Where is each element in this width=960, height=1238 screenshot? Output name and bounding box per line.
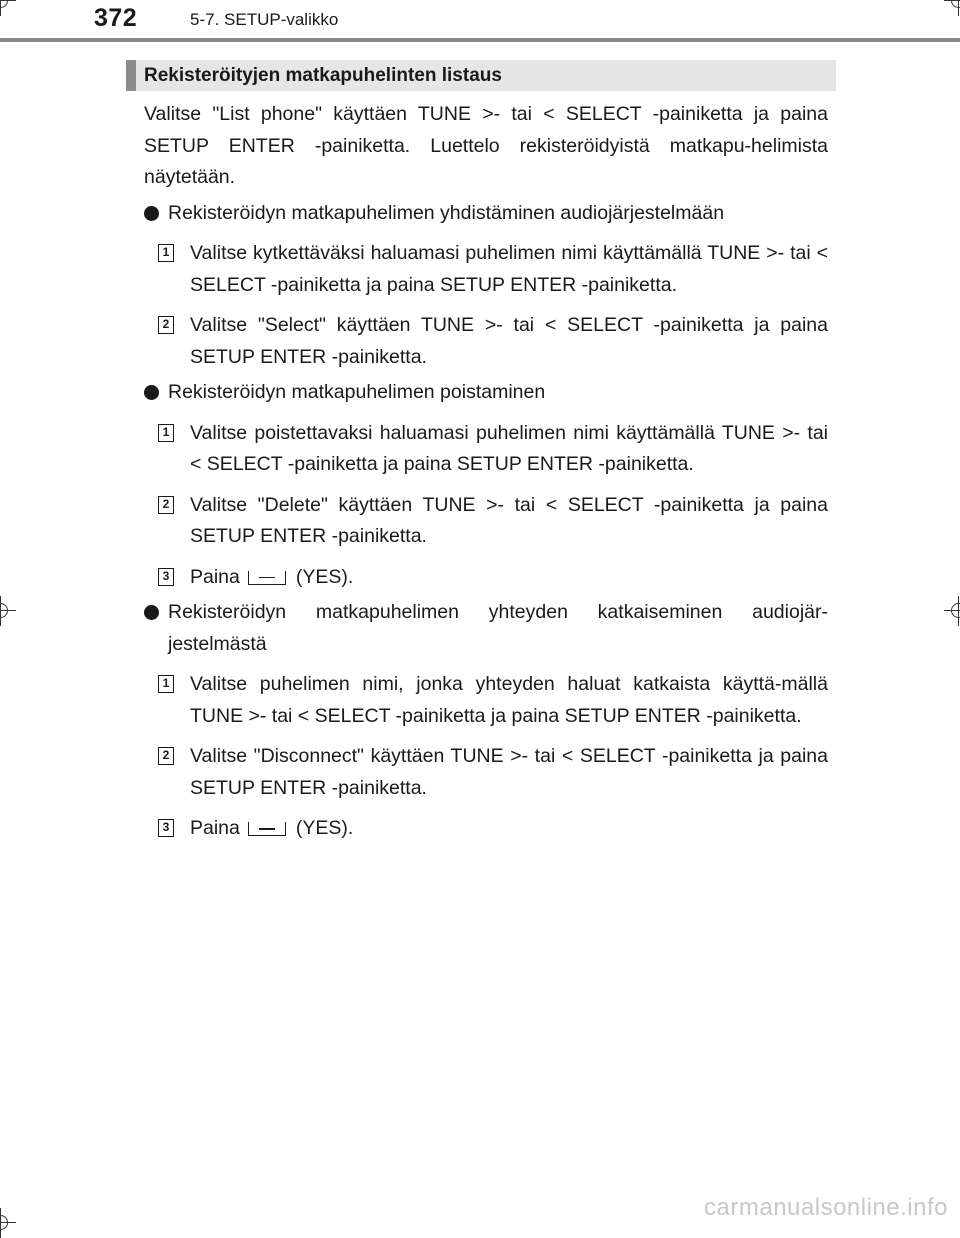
step-number: 2 (158, 747, 174, 765)
content (144, 99, 828, 845)
step-number: 3 (158, 568, 174, 586)
crop-mark-icon (944, 596, 960, 626)
step-text: Valitse "Select" käyttäen TUNE >- tai < SELECT -painiketta ja paina SETUP ENTER -painiketta. (190, 314, 828, 368)
step-text: Valitse "Disconnect" käyttäen TUNE >- tai < SELECT -painiketta ja paina SETUP ENTER -painiketta. (190, 745, 828, 799)
header-rule (0, 38, 960, 42)
step-number: 2 (158, 496, 174, 514)
step-number: 1 (158, 675, 174, 693)
step-item (144, 310, 828, 373)
bullet-item (144, 377, 828, 409)
step-text-after: (YES). (295, 817, 354, 839)
step-text: Valitse puhelimen nimi, jonka yhteyden haluat katkaista käyttä-mällä TUNE >- tai < SELECT -painiketta ja paina SETUP ENTER -painiketta. (190, 673, 828, 727)
crop-mark-icon (0, 1208, 16, 1238)
crop-mark-icon (0, 596, 16, 626)
bullet-icon (144, 605, 159, 620)
bullet-heading: Rekisteröidyn matkapuhelimen yhteyden katkaiseminen audiojär-jestelmästä (168, 601, 828, 655)
intro-paragraph: Valitse "List phone" käyttäen TUNE >- tai < SELECT -painiketta ja paina SETUP ENTER -painiketta. Luettelo rekisteröidyistä matkapu-helimista näytetään. (144, 103, 828, 188)
step-number: 1 (158, 424, 174, 442)
step-item (144, 813, 828, 845)
bullet-item (144, 198, 828, 230)
step-item (144, 562, 828, 594)
step-item (144, 669, 828, 732)
bullet-icon (144, 206, 159, 221)
preset-button-icon (248, 571, 286, 585)
step-text: Valitse kytkettäväksi haluamasi puhelimen nimi käyttämällä TUNE >- tai < SELECT -painiketta ja paina SETUP ENTER -painiketta. (190, 242, 828, 296)
bullet-heading: Rekisteröidyn matkapuhelimen poistaminen (168, 381, 546, 403)
step-item (144, 490, 828, 553)
step-item (144, 741, 828, 804)
crop-mark-icon (0, 0, 16, 16)
step-number: 3 (158, 819, 174, 837)
bullet-item (144, 597, 828, 660)
step-number: 1 (158, 244, 174, 262)
page-number: 372 (94, 4, 138, 32)
watermark: carmanualsonline.info (704, 1194, 948, 1221)
step-text-after: (YES). (295, 565, 354, 588)
step-item (144, 238, 828, 301)
step-text-before: Paina (190, 817, 240, 839)
section-title: Rekisteröityjen matkapuhelinten listaus (126, 60, 836, 91)
step-text: Valitse "Delete" käyttäen TUNE >- tai < SELECT -painiketta ja paina SETUP ENTER -painiketta. (190, 493, 828, 547)
bullet-icon (144, 385, 159, 400)
preset-button-icon (248, 822, 286, 836)
step-text: Valitse poistettavaksi haluamasi puhelimen nimi käyttämällä TUNE >- tai < SELECT -painiketta ja paina SETUP ENTER -painiketta. (190, 421, 828, 475)
bullet-heading: Rekisteröidyn matkapuhelimen yhdistäminen audiojärjestelmään (168, 201, 725, 224)
crop-mark-icon (944, 0, 960, 16)
step-number: 2 (158, 316, 174, 334)
step-item (144, 418, 828, 481)
chapter-title: 5-7. SETUP-valikko (190, 10, 339, 29)
step-text-before: Paina (190, 565, 240, 588)
